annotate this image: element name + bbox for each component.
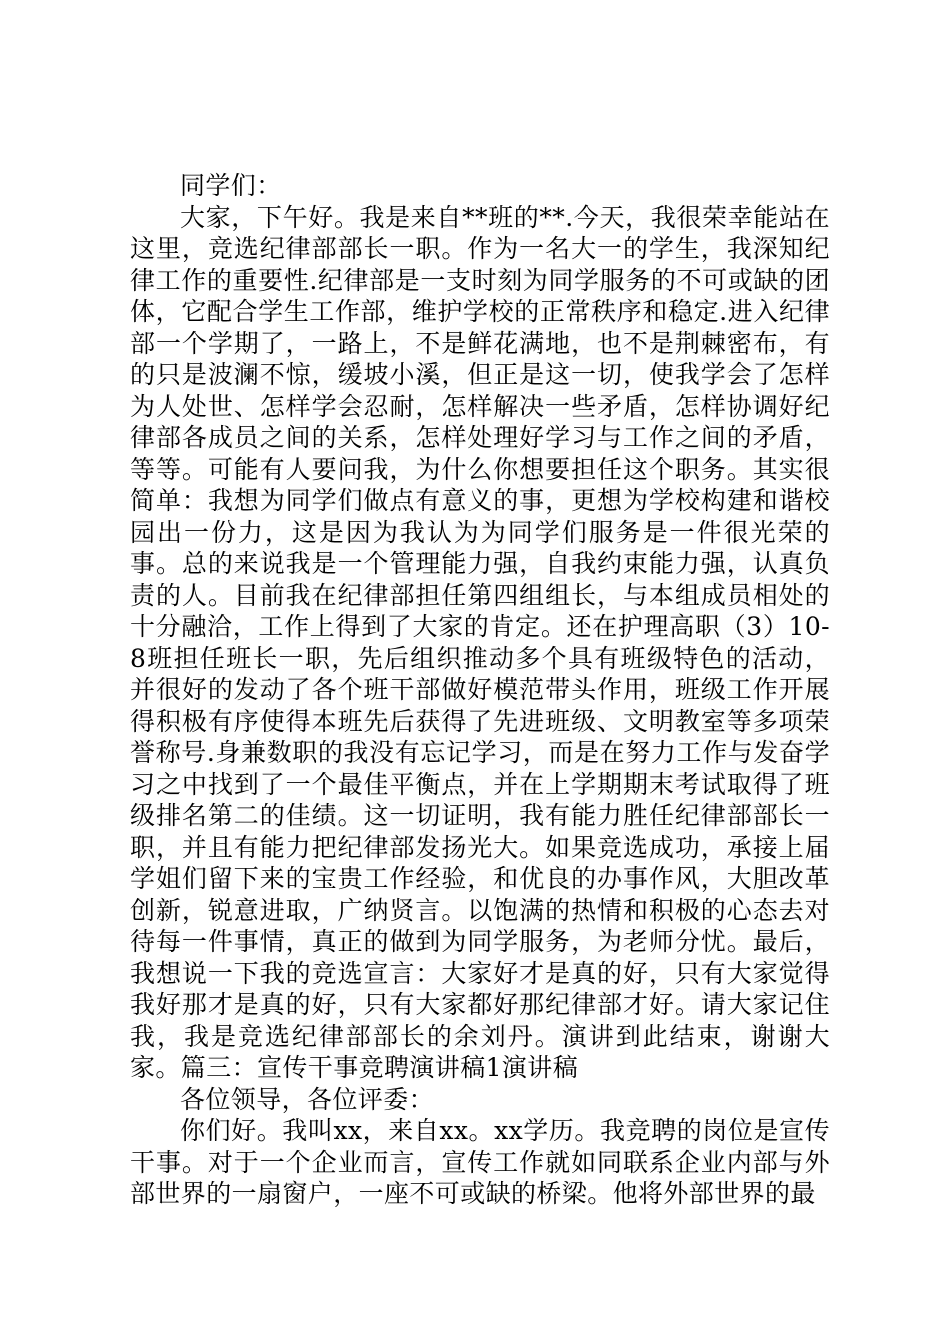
second-speech-paragraph: 你们好。我叫xx，来自xx。xx学历。我竞聘的岗位是宣传干事。对于一个企业而言，宣传工作就如同联系企业内部与外部世界的一扇窗户，一座不可或缺的桥梁。他将外部世界的最 xyxy=(130,1116,830,1208)
salutation-classmates: 同学们： xyxy=(180,171,282,200)
document-page xyxy=(130,170,830,1210)
salutation-leaders: 各位领导，各位评委： xyxy=(180,1084,435,1114)
speech-body-paragraph: 大家，下午好。我是来自**班的**.今天，我很荣幸能站在这里，竞选纪律部部长一职。作为一名大一的学生，我深知纪律工作的重要性.纪律部是一支时刻为同学服务的不可或缺的团体，它配合学生工作部，维护学校的正常秩序和稳定.进入纪律部一个学期了，一路上，不是鲜花满地，也不是荆棘密布，有的只是波澜不惊，缓坡小溪，但正是这一切，使我学会了怎样为人处世、怎样学会忍耐，怎样解决一些矛盾，怎样协调好纪律部各成员之间的关系，怎样处理好学习与工作之间的矛盾，等等。可能有人要问我，为什么你想要担任这个职务。其实很简单：我想为同学们做点有意义的事，更想为学校构建和谐校园出一份力，这是因为我认为为同学们服务是一件很光荣的事。总的来说我是一个管理能力强，自我约束能力强，认真负责的人。目前我在纪律部担任第四组组长，与本组成员相处的十分融洽，工作上得到了大家的肯定。还在护理高职（3）10-8班担任班长一职，先后组织推动多个具有班级特色的活动，并很好的发动了各个班干部做好模范带头作用，班级工作开展得积极有序使得本班先后获得了先进班级、文明教室等多项荣誉称号.身兼数职的我没有忘记学习，而是在努力工作与发奋学习之中找到了一个最佳平衡点，并在上学期期末考试取得了班级排名第二的佳绩。这一切证明，我有能力胜任纪律部部长一职，并且有能力把纪律部发扬光大。如果竞选成功，承接上届学姐们留下来的宝贵工作经验，和优良的办事作风，大胆改革创新，锐意进取，广纳贤言。以饱满的热情和积极的心态去对待每一件事情，真正的做到为同学服务，为老师分忧。最后，我想说一下我的竞选宣言：大家好才是真的好，只有大家觉得我好那才是真的好，只有大家都好那纪律部才好。请大家记住我，我是竞选纪律部部长的余刘丹。演讲到此结束，谢谢大家。篇三：宣传干事竞聘演讲稿1演讲稿 xyxy=(130,202,830,1082)
